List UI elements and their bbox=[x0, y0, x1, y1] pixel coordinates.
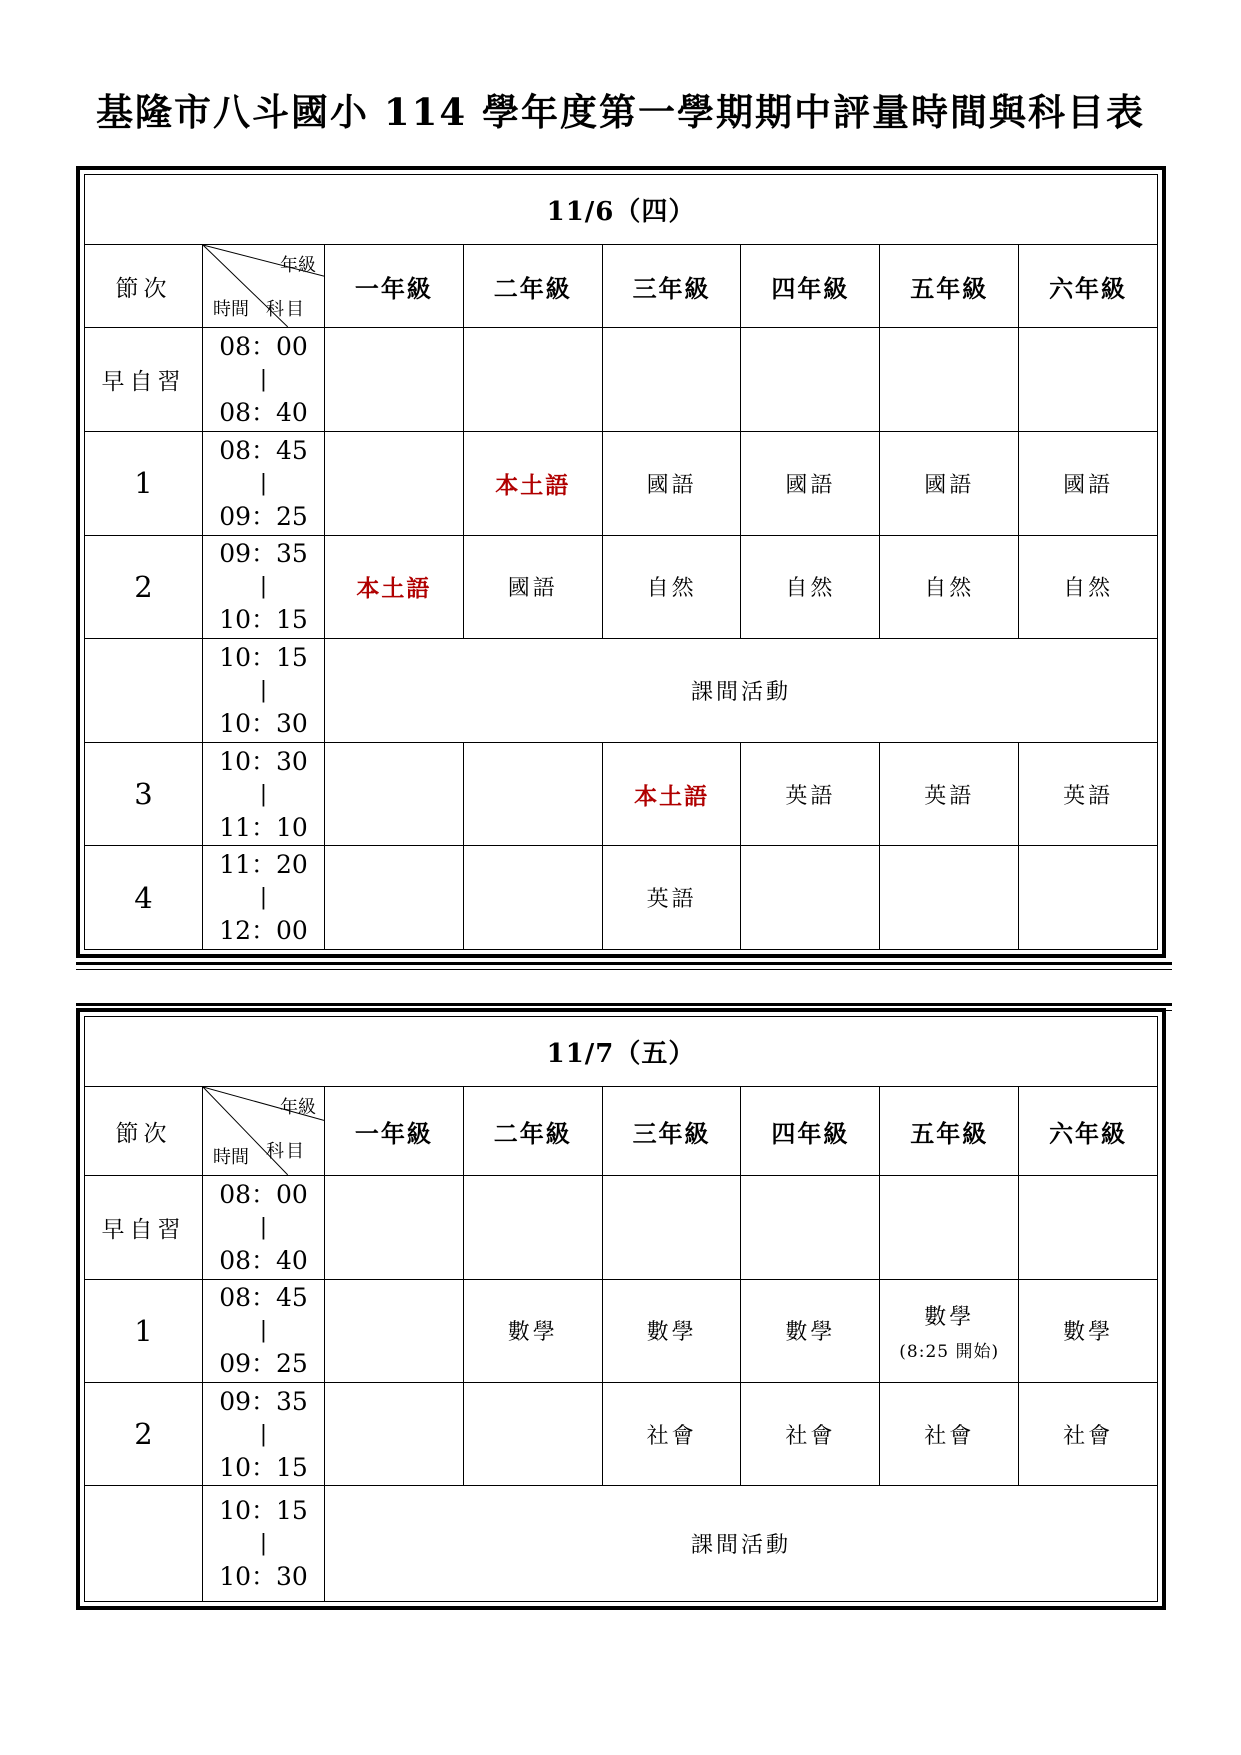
subject-cell bbox=[325, 1279, 464, 1382]
diag-time-label: 時間 bbox=[213, 299, 249, 321]
time-range: 11：20 | 12：00 bbox=[203, 846, 325, 950]
subject-cell: 英語 bbox=[602, 846, 741, 950]
table-row bbox=[85, 639, 1158, 743]
subject-cell bbox=[325, 328, 464, 432]
grade-header: 五年級 bbox=[880, 245, 1019, 328]
subject-cell: 英語 bbox=[741, 742, 880, 846]
subject-cell: 英語 bbox=[1019, 742, 1158, 846]
subject-cell bbox=[325, 846, 464, 950]
time-range: 10：15 | 10：30 bbox=[203, 639, 325, 743]
grade-header: 三年級 bbox=[602, 1087, 741, 1176]
subject-cell bbox=[463, 846, 602, 950]
table-row bbox=[85, 1279, 1158, 1382]
subject-cell: 數學 bbox=[1019, 1279, 1158, 1382]
time-range: 10：15 | 10：30 bbox=[203, 1486, 325, 1602]
period-column-header: 節次 bbox=[85, 245, 203, 328]
subject-cell-local-language: 本土語 bbox=[325, 535, 464, 639]
subject-cell-local-language: 本土語 bbox=[463, 431, 602, 535]
date-header: 11/7（五） bbox=[85, 1017, 1158, 1087]
subject-cell bbox=[325, 1382, 464, 1485]
time-range: 08：45 | 09：25 bbox=[203, 1279, 325, 1382]
break-activity-cell: 課間活動 bbox=[325, 639, 1158, 743]
subject-cell bbox=[880, 1176, 1019, 1279]
diag-time-label: 時間 bbox=[213, 1147, 249, 1169]
subject-text: 數學 bbox=[924, 1304, 975, 1330]
grade-header: 四年級 bbox=[741, 1087, 880, 1176]
subject-cell: 數學 bbox=[741, 1279, 880, 1382]
diagonal-header-cell bbox=[203, 245, 325, 328]
period-label: 1 bbox=[85, 431, 203, 535]
schedule-table-day1 bbox=[76, 166, 1166, 958]
subject-cell bbox=[1019, 846, 1158, 950]
subject-cell bbox=[1019, 328, 1158, 432]
subject-cell: 國語 bbox=[1019, 431, 1158, 535]
table-row bbox=[85, 742, 1158, 846]
grade-header: 一年級 bbox=[325, 1087, 464, 1176]
period-label: 2 bbox=[85, 535, 203, 639]
subject-cell: 國語 bbox=[741, 431, 880, 535]
schedule-table-day2 bbox=[76, 1008, 1166, 1610]
grade-header: 六年級 bbox=[1019, 245, 1158, 328]
subject-cell: 自然 bbox=[741, 535, 880, 639]
table-row bbox=[85, 1382, 1158, 1485]
period-label: 早自習 bbox=[85, 1176, 203, 1279]
subject-cell bbox=[602, 1176, 741, 1279]
period-label: 4 bbox=[85, 846, 203, 950]
diag-grade-label: 年級 bbox=[280, 255, 316, 277]
subject-cell bbox=[463, 328, 602, 432]
time-range: 09：35 | 10：15 bbox=[203, 1382, 325, 1485]
subject-cell: 國語 bbox=[602, 431, 741, 535]
grade-header: 五年級 bbox=[880, 1087, 1019, 1176]
subject-cell bbox=[325, 1176, 464, 1279]
subject-cell: 社會 bbox=[741, 1382, 880, 1485]
table-row bbox=[85, 328, 1158, 432]
time-range: 08：00 | 08：40 bbox=[203, 328, 325, 432]
table-row bbox=[85, 431, 1158, 535]
table-row bbox=[85, 1486, 1158, 1602]
subject-cell: 自然 bbox=[602, 535, 741, 639]
period-label: 3 bbox=[85, 742, 203, 846]
table-row bbox=[85, 1176, 1158, 1279]
subject-cell: 自然 bbox=[1019, 535, 1158, 639]
period-label bbox=[85, 1486, 203, 1602]
diag-subject-label: 科目 bbox=[266, 1141, 306, 1163]
table-row bbox=[85, 846, 1158, 950]
time-range: 08：00 | 08：40 bbox=[203, 1176, 325, 1279]
grade-header: 二年級 bbox=[463, 245, 602, 328]
diagonal-header-cell bbox=[203, 1087, 325, 1176]
subject-cell: 數學 bbox=[463, 1279, 602, 1382]
time-range: 08：45 | 09：25 bbox=[203, 431, 325, 535]
subject-cell bbox=[463, 742, 602, 846]
start-time-note: (8:25 開始) bbox=[899, 1341, 1000, 1362]
divider-line bbox=[76, 962, 1172, 970]
page-title: 基隆市八斗國小 114 學年度第一學期期中評量時間與科目表 bbox=[96, 90, 1145, 134]
period-label bbox=[85, 639, 203, 743]
diag-subject-label: 科目 bbox=[266, 299, 306, 321]
subject-cell bbox=[741, 846, 880, 950]
time-range: 09：35 | 10：15 bbox=[203, 535, 325, 639]
period-label: 早自習 bbox=[85, 328, 203, 432]
subject-cell: 自然 bbox=[880, 535, 1019, 639]
grade-header: 一年級 bbox=[325, 245, 464, 328]
grade-header: 六年級 bbox=[1019, 1087, 1158, 1176]
time-range: 10：30 | 11：10 bbox=[203, 742, 325, 846]
subject-cell bbox=[325, 742, 464, 846]
grade-header: 三年級 bbox=[602, 245, 741, 328]
subject-cell: 數學 bbox=[602, 1279, 741, 1382]
subject-cell bbox=[880, 328, 1019, 432]
subject-cell bbox=[1019, 1176, 1158, 1279]
subject-cell: 國語 bbox=[463, 535, 602, 639]
subject-cell: 英語 bbox=[880, 742, 1019, 846]
subject-cell bbox=[602, 328, 741, 432]
subject-cell: 社會 bbox=[1019, 1382, 1158, 1485]
break-activity-cell: 課間活動 bbox=[325, 1486, 1158, 1602]
subject-cell bbox=[463, 1382, 602, 1485]
period-label: 2 bbox=[85, 1382, 203, 1485]
subject-cell: 社會 bbox=[602, 1382, 741, 1485]
subject-cell: 國語 bbox=[880, 431, 1019, 535]
subject-cell-with-note bbox=[880, 1279, 1019, 1382]
table-row bbox=[85, 535, 1158, 639]
grade-header: 二年級 bbox=[463, 1087, 602, 1176]
period-column-header: 節次 bbox=[85, 1087, 203, 1176]
grade-header: 四年級 bbox=[741, 245, 880, 328]
subject-cell-local-language: 本土語 bbox=[602, 742, 741, 846]
subject-cell bbox=[741, 328, 880, 432]
subject-cell: 社會 bbox=[880, 1382, 1019, 1485]
subject-cell bbox=[880, 846, 1019, 950]
date-header: 11/6（四） bbox=[85, 175, 1158, 245]
subject-cell bbox=[325, 431, 464, 535]
diag-grade-label: 年級 bbox=[280, 1097, 316, 1119]
period-label: 1 bbox=[85, 1279, 203, 1382]
subject-cell bbox=[741, 1176, 880, 1279]
subject-cell bbox=[463, 1176, 602, 1279]
